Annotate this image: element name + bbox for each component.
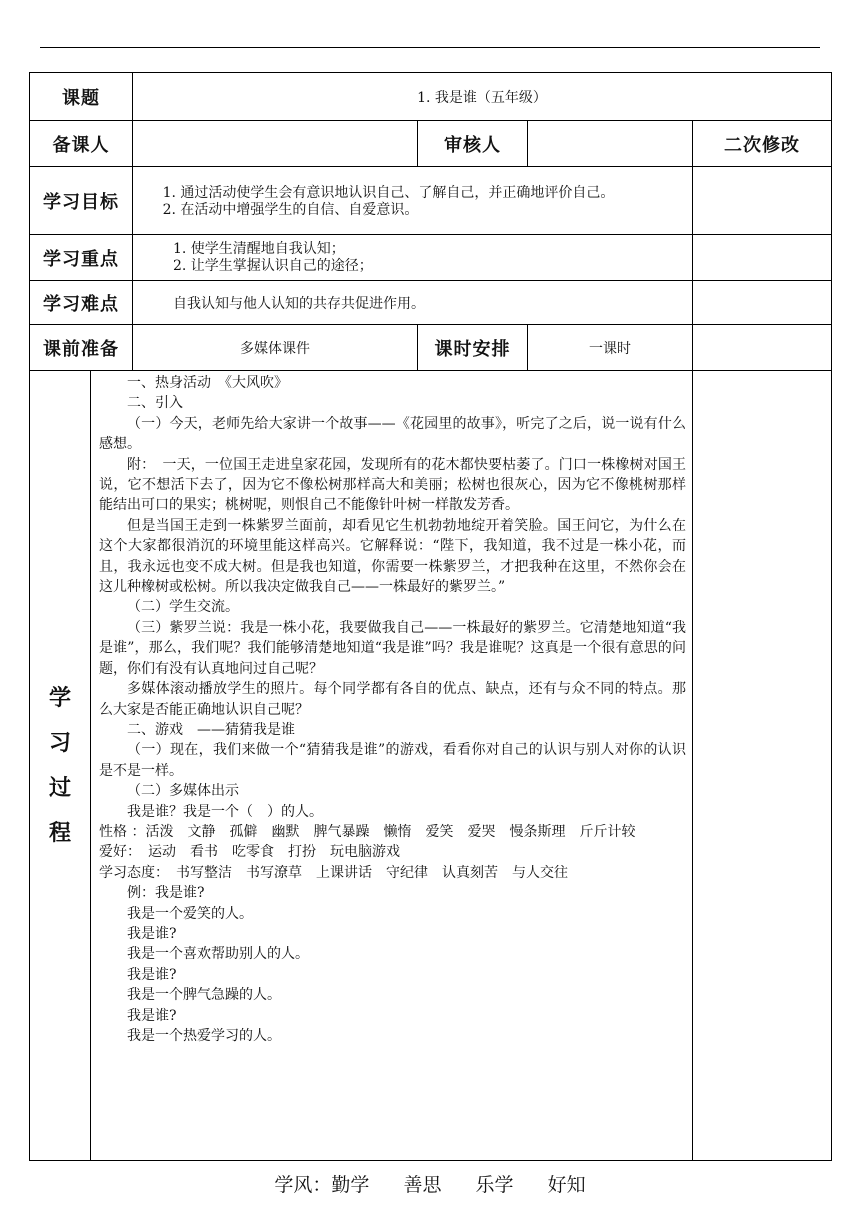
process-label-char-1: 学 bbox=[48, 685, 71, 711]
process-paragraph: 爱好： 运动 看书 吃零食 打扮 玩电脑游戏 bbox=[99, 844, 400, 861]
footer-motto bbox=[0, 1170, 860, 1197]
goals-content bbox=[133, 167, 693, 235]
key-points-row bbox=[30, 235, 832, 281]
process-paragraph: 一、热身活动 《大风吹》 bbox=[127, 375, 288, 391]
preparer-label: 备课人 bbox=[30, 121, 133, 167]
revision-label: 二次修改 bbox=[693, 121, 832, 167]
goals-row bbox=[30, 167, 832, 235]
process-paragraph: （二）多媒体出示 bbox=[127, 783, 239, 800]
footer-motto-item: 乐学 bbox=[475, 1174, 514, 1196]
process-paragraph: （一）今天，老师先给大家讲一个故事——《花园里的故事》，听完了之后，说一说有什么感想。 bbox=[99, 415, 686, 453]
process-paragraph: 例：我是谁? bbox=[127, 885, 205, 902]
process-content bbox=[91, 371, 693, 1161]
prep-value: 多媒体课件 bbox=[133, 325, 418, 371]
process-revision-cell bbox=[693, 371, 832, 1161]
process-paragraph: 多媒体滚动播放学生的照片。每个同学都有各自的优点、缺点，还有与众不同的特点。那么大家是否能正确地认识自己呢？ bbox=[99, 681, 686, 718]
preparer-row bbox=[30, 121, 832, 167]
preparer-value bbox=[133, 121, 418, 167]
process-paragraph: 附： 一天，一位国王走进皇家花园，发现所有的花木都快要枯萎了。门口一株橡树对国王说，它不想活下去了，因为它不像松树那样高大和美丽；松树也很灰心，因为它不像桃树那样能结出可口的果实；桃树呢，则恨自己不能像针叶树一样散发芳香。 bbox=[99, 456, 686, 514]
process-row bbox=[30, 371, 832, 1161]
schedule-value: 一课时 bbox=[528, 325, 693, 371]
process-paragraph: （一）现在，我们来做一个“猜猜我是谁”的游戏，看看你对自己的认识与别人对你的认识是不是一样。 bbox=[99, 742, 686, 779]
process-label-char-2: 习 bbox=[48, 730, 71, 756]
reviewer-value bbox=[528, 121, 693, 167]
process-paragraph: 我是谁？我是一个（ ）的人。 bbox=[127, 803, 323, 820]
process-paragraph: （二）学生交流。 bbox=[127, 599, 239, 616]
process-label-char-4: 程 bbox=[48, 820, 71, 846]
key-points-label: 学习重点 bbox=[30, 235, 133, 281]
process-paragraph: 我是一个爱笑的人。 bbox=[127, 905, 253, 922]
process-paragraph: 二、引入 bbox=[127, 395, 183, 412]
lesson-plan-table bbox=[29, 72, 832, 1161]
difficulty-value: 自我认知与他人认知的共存共促进作用。 bbox=[133, 281, 693, 325]
process-paragraph: 但是当国王走到一株紫罗兰面前，却看见它生机勃勃地绽开着笑脸。国王问它，为什么在这个大家都很消沉的环境里能这样高兴。它解释说：“陛下，我知道，我不过是一株小花，而且，我永远也变不成大树。但是我也知道，你需要一株紫罗兰，才把我种在这里，不然你会在这儿种橡树或松树。所以我决定做我自己——一株最好的紫罗兰。” bbox=[99, 517, 686, 596]
prep-revision-cell bbox=[693, 325, 832, 371]
key-points-content bbox=[133, 235, 693, 281]
footer-motto-item: 好知 bbox=[547, 1174, 586, 1196]
process-paragraph: 学习态度： 书写整洁 书写潦草 上课讲话 守纪律 认真刻苦 与人交往 bbox=[99, 864, 568, 881]
process-paragraph: 我是谁? bbox=[127, 1007, 177, 1024]
process-paragraph: 我是一个热爱学习的人。 bbox=[127, 1028, 281, 1044]
process-paragraph: 我是一个喜欢帮助别人的人。 bbox=[127, 946, 309, 963]
footer-motto-item: 善思 bbox=[403, 1174, 442, 1196]
schedule-label: 课时安排 bbox=[418, 325, 528, 371]
process-label-char-3: 过 bbox=[48, 775, 71, 801]
footer-motto-prefix: 学风：勤学 bbox=[274, 1174, 370, 1196]
header-rule bbox=[40, 47, 820, 48]
topic-value: 1. 我是谁（五年级） bbox=[133, 73, 832, 121]
key-point-line-2: 2. 让学生掌握认识自己的途径； bbox=[173, 257, 373, 274]
prep-label: 课前准备 bbox=[30, 325, 133, 371]
goals-label: 学习目标 bbox=[30, 167, 133, 235]
process-paragraph: 我是谁? bbox=[127, 966, 177, 983]
goal-line-2: 2. 在活动中增强学生的自信、自爱意识。 bbox=[162, 201, 419, 218]
key-points-revision-cell bbox=[693, 235, 832, 281]
difficulty-row bbox=[30, 281, 832, 325]
difficulty-revision-cell bbox=[693, 281, 832, 325]
topic-row bbox=[30, 73, 832, 121]
process-paragraph: 二、游戏 ——猜猜我是谁 bbox=[127, 721, 295, 738]
difficulty-label: 学习难点 bbox=[30, 281, 133, 325]
process-paragraph: （三）紫罗兰说：我是一株小花，我要做我自己——一株最好的紫罗兰。它清楚地知道“我是谁”，那么，我们呢？我们能够清楚地知道“我是谁”吗？我是谁呢？这真是一个很有意思的问题，你们有没有认真地问过自己呢？ bbox=[99, 619, 686, 677]
goals-revision-cell bbox=[693, 167, 832, 235]
process-paragraph: 性格 ：活泼 文静 孤僻 幽默 脾气暴躁 懒惰 爱笑 爱哭 慢条斯理 斤斤计较 bbox=[99, 823, 636, 840]
key-point-line-1: 1. 使学生清醒地自我认知； bbox=[173, 240, 345, 257]
process-paragraph: 我是一个脾气急躁的人。 bbox=[127, 987, 281, 1004]
process-label bbox=[30, 371, 91, 1161]
prep-row bbox=[30, 325, 832, 371]
topic-label: 课题 bbox=[30, 73, 133, 121]
goal-line-1: 1. 通过活动使学生会有意识地认识自己、了解自己，并正确地评价自己。 bbox=[162, 184, 615, 201]
reviewer-label: 审核人 bbox=[418, 121, 528, 167]
process-paragraph: 我是谁? bbox=[127, 925, 177, 942]
